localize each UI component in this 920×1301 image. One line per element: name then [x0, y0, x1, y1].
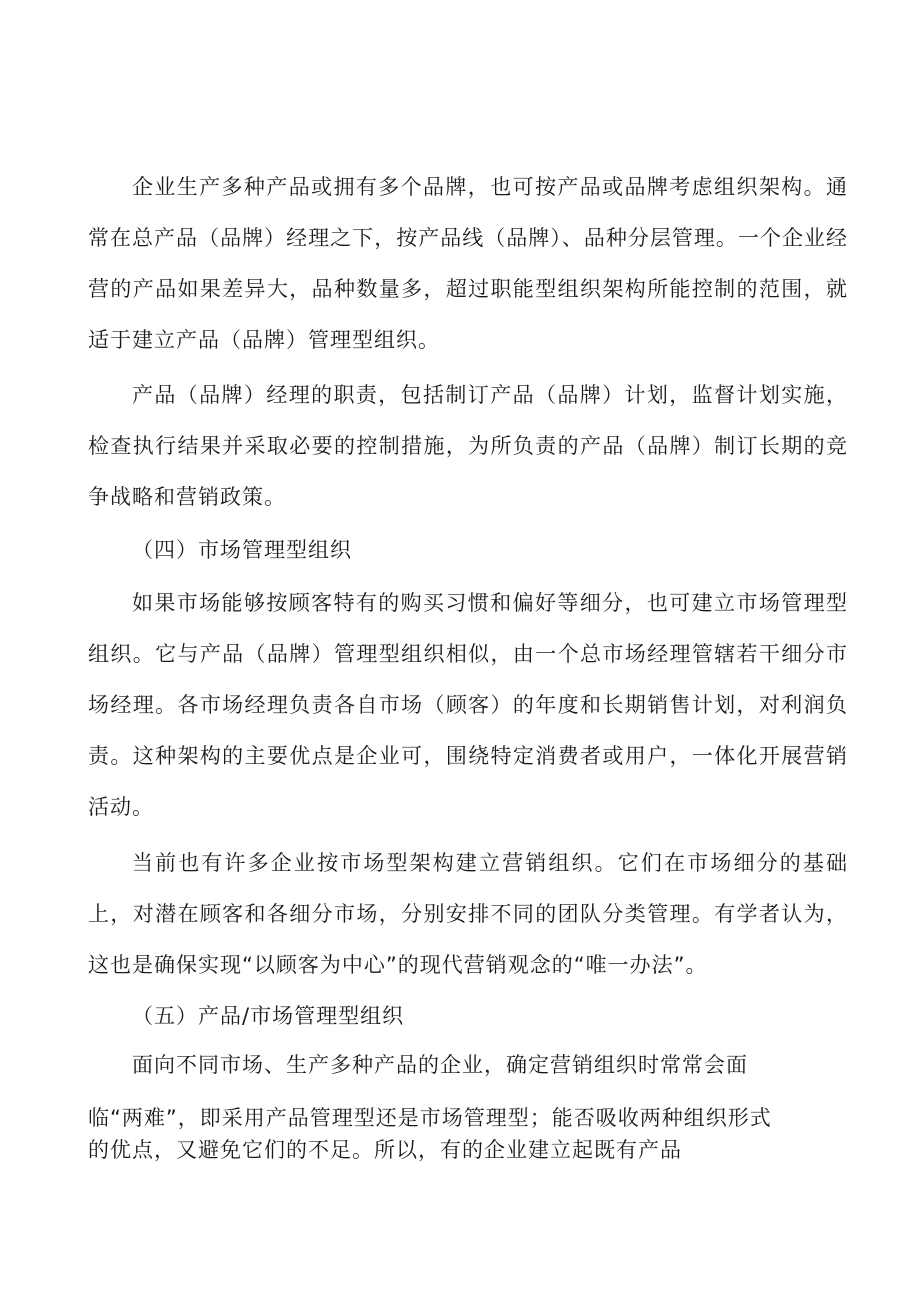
paragraph-5-line-1: 面向不同市场、生产多种产品的企业，确定营销组织时常常会面	[132, 1053, 748, 1077]
section-heading-4: （四）市场管理型组织	[132, 538, 352, 562]
paragraph-4: 当前也有许多企业按市场型架构建立营销组织。它们在市场细分的基础上，对潜在顾客和各细分市场，分别安排不同的团队分类管理。有学者认为，这也是确保实现“以顾客为中心”的现代营销观念的“唯一办法”。	[88, 851, 848, 977]
paragraph-5-line-2: 临“两难”，即采用产品管理型还是市场管理型；能否吸收两种组织形式	[88, 1106, 772, 1130]
section-heading-5: （五）产品/市场管理型组织	[132, 1004, 405, 1028]
paragraph-2: 产品（品牌）经理的职责，包括制订产品（品牌）计划，监督计划实施，检查执行结果并采取必要的控制措施，为所负责的产品（品牌）制订长期的竞争战略和营销政策。	[88, 383, 848, 509]
paragraph-1: 企业生产多种产品或拥有多个品牌，也可按产品或品牌考虑组织架构。通常在总产品（品牌）经理之下，按产品线（品牌）、品种分层管理。一个企业经营的产品如果差异大，品种数量多，超过职能型组织架构所能控制的范围，就适于建立产品（品牌）管理型组织。	[88, 175, 848, 352]
paragraph-5-line-3: 的优点，又避免它们的不足。所以，有的企业建立起既有产品	[88, 1138, 682, 1162]
paragraph-3: 如果市场能够按顾客特有的购买习惯和偏好等细分，也可建立市场管理型组织。它与产品（品牌）管理型组织相似，由一个总市场经理管辖若干细分市场经理。各市场经理负责各自市场（顾客）的年度和长期销售计划，对利润负责。这种架构的主要优点是企业可，围绕特定消费者或用户，一体化开展营销活动。	[88, 591, 848, 819]
